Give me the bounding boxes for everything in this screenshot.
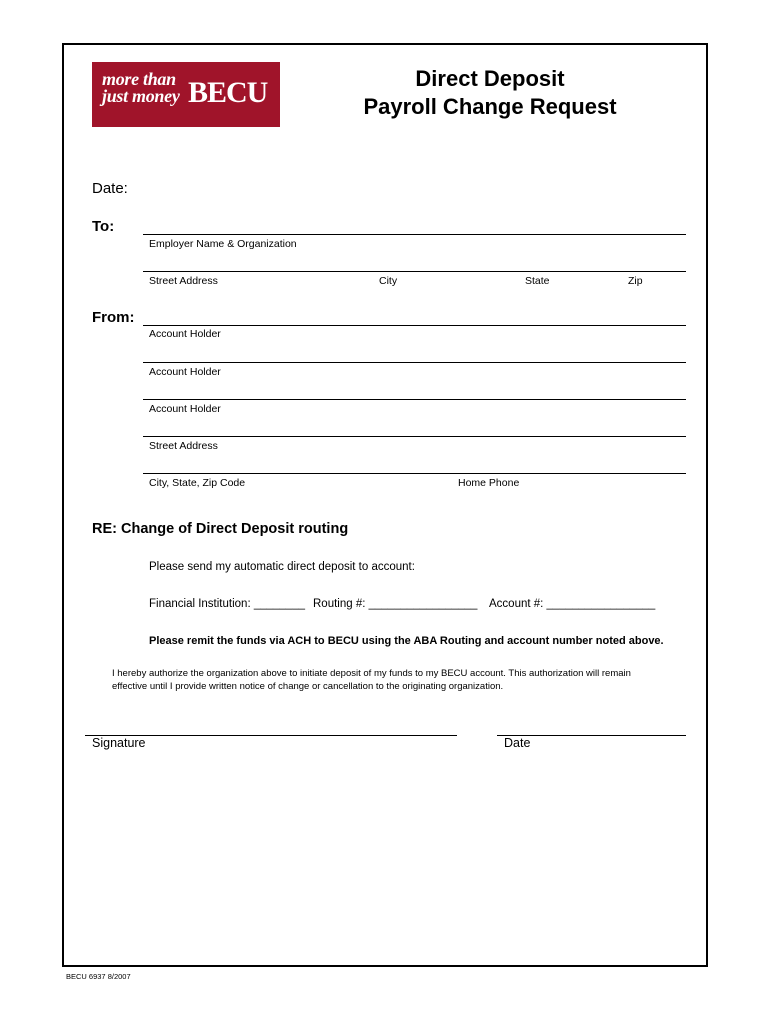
to-city-caption: City — [379, 275, 398, 287]
remit-notice: Please remit the funds via ACH to BECU using the ABA Routing and account number noted above. — [149, 635, 664, 647]
logo-tagline-line1: more than — [102, 69, 176, 89]
to-street-caption: Street Address — [149, 275, 218, 287]
from-label: From: — [92, 309, 135, 326]
holder3-input-line[interactable] — [143, 399, 686, 400]
signature-label: Signature — [92, 736, 146, 750]
authorization-text — [112, 667, 631, 693]
holder2-caption: Account Holder — [149, 366, 221, 378]
to-label: To: — [92, 218, 115, 235]
logo-tagline-line2: just money — [102, 86, 180, 106]
deposit-instruction: Please send my automatic direct deposit to account: — [149, 561, 415, 573]
from-street-input-line[interactable] — [143, 436, 686, 437]
employer-input-line[interactable] — [143, 234, 686, 235]
to-state-caption: State — [525, 275, 550, 287]
logo-brand: BECU — [188, 76, 268, 109]
form-border — [62, 43, 708, 967]
form-code: BECU 6937 8/2007 — [66, 972, 131, 981]
signature-date-label: Date — [504, 736, 531, 750]
holder1-caption: Account Holder — [149, 328, 221, 340]
from-city-input-line[interactable] — [143, 473, 686, 474]
account-number-field[interactable]: Account #: _________________ — [489, 598, 656, 610]
routing-number-field[interactable]: Routing #: _________________ — [313, 598, 478, 610]
holder2-input-line[interactable] — [143, 362, 686, 363]
financial-institution-field[interactable]: Financial Institution: ________ — [149, 598, 305, 610]
employer-caption: Employer Name & Organization — [149, 238, 297, 250]
authorization-line1: I hereby authorize the organization above to initiate deposit of my funds to my BECU account. This authorization will remain — [112, 668, 631, 679]
home-phone-caption: Home Phone — [458, 477, 520, 489]
re-heading: RE: Change of Direct Deposit routing — [92, 521, 349, 537]
authorization-line2: effective until I provide written notice of change or cancellation to the originating organization. — [112, 681, 504, 692]
title-line1: Direct Deposit — [415, 66, 565, 91]
title-line2: Payroll Change Request — [363, 94, 617, 119]
holder3-caption: Account Holder — [149, 403, 221, 415]
logo-tagline — [102, 71, 180, 105]
from-city-state-zip-caption: City, State, Zip Code — [149, 477, 246, 489]
date-label: Date: — [92, 180, 128, 197]
from-street-caption: Street Address — [149, 440, 218, 452]
to-zip-caption: Zip — [628, 275, 643, 287]
holder1-input-line[interactable] — [143, 325, 686, 326]
becu-logo — [92, 62, 280, 127]
to-address-input-line[interactable] — [143, 271, 686, 272]
